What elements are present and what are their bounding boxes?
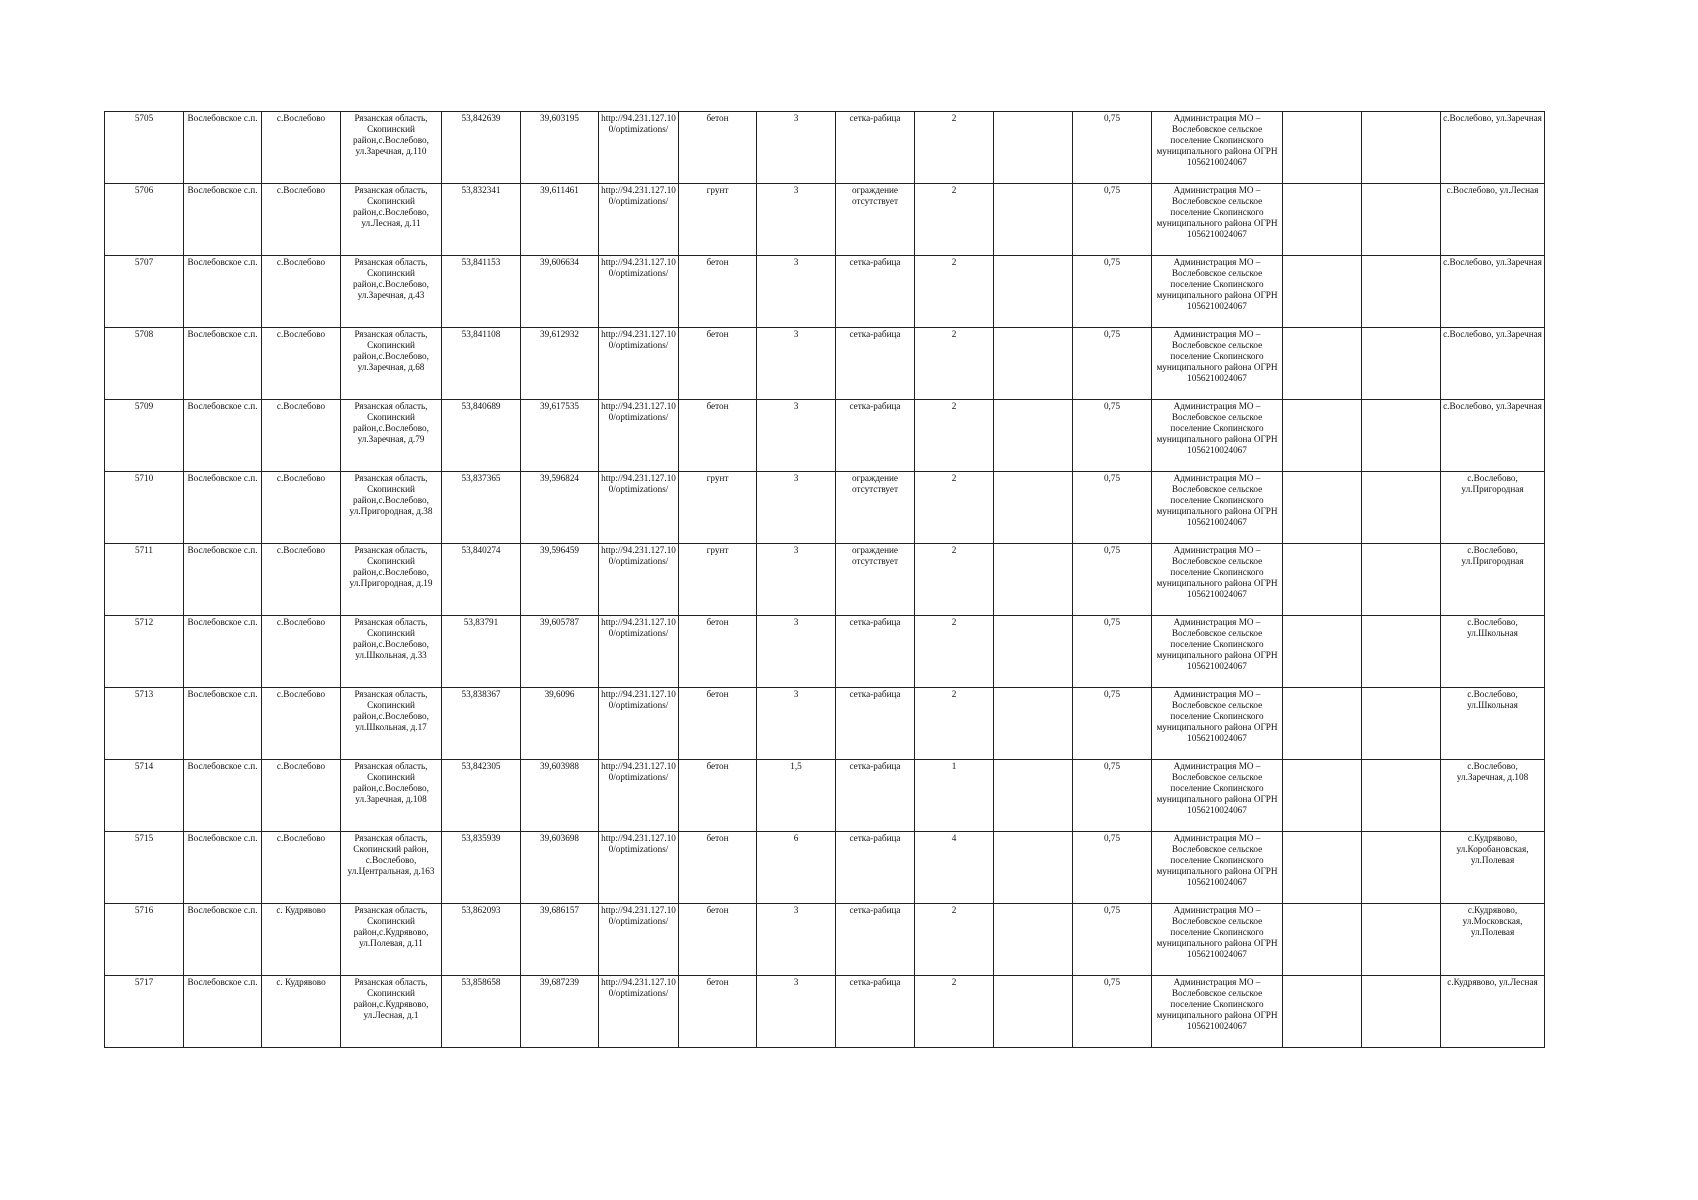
row-number-cell: 5714 xyxy=(105,760,184,832)
container-volume-cell: 0,75 xyxy=(1073,976,1152,1048)
longitude-cell: 39,617535 xyxy=(521,400,599,472)
locality-cell: с. Кудрявово xyxy=(262,976,341,1048)
address-cell: Рязанская область, Скопинский район,с.Кудрявово, ул.Полевая, д.11 xyxy=(341,904,442,976)
container-volume-cell: 0,75 xyxy=(1073,760,1152,832)
latitude-cell: 53,862093 xyxy=(442,904,521,976)
latitude-cell: 53,83791 xyxy=(442,616,521,688)
container-count-cell: 2 xyxy=(915,976,994,1048)
locality-cell: с.Вослебово xyxy=(262,832,341,904)
container-count-cell: 2 xyxy=(915,904,994,976)
map-link-cell[interactable]: http://94.231.127.100/optimizations/ xyxy=(599,760,679,832)
row-number-cell: 5717 xyxy=(105,976,184,1048)
empty-cell xyxy=(1283,328,1362,400)
table-row xyxy=(105,328,1545,400)
latitude-cell: 53,842639 xyxy=(442,112,521,184)
locality-cell: с.Вослебово xyxy=(262,400,341,472)
locality-cell: с.Вослебово xyxy=(262,760,341,832)
longitude-cell: 39,605787 xyxy=(521,616,599,688)
container-count-cell: 2 xyxy=(915,400,994,472)
area-cell: 3 xyxy=(757,472,836,544)
owner-cell: Администрация МО – Вослебовское сельское поселение Скопинского муниципального района ОГРН 1056210024067 xyxy=(1152,472,1283,544)
area-cell: 3 xyxy=(757,256,836,328)
empty-cell xyxy=(1283,904,1362,976)
waste-sources-cell: с.Кудрявово, ул.Московская, ул.Полевая xyxy=(1441,904,1545,976)
owner-cell: Администрация МО – Вослебовское сельское поселение Скопинского муниципального района ОГРН 1056210024067 xyxy=(1152,328,1283,400)
latitude-cell: 53,832341 xyxy=(442,184,521,256)
longitude-cell: 39,603698 xyxy=(521,832,599,904)
table-row xyxy=(105,688,1545,760)
row-number-cell: 5705 xyxy=(105,112,184,184)
map-link-cell[interactable]: http://94.231.127.100/optimizations/ xyxy=(599,112,679,184)
owner-cell: Администрация МО – Вослебовское сельское поселение Скопинского муниципального района ОГРН 1056210024067 xyxy=(1152,112,1283,184)
map-link-cell[interactable]: http://94.231.127.100/optimizations/ xyxy=(599,184,679,256)
container-count-cell: 4 xyxy=(915,832,994,904)
empty-cell xyxy=(1283,184,1362,256)
locality-cell: с.Вослебово xyxy=(262,256,341,328)
map-link-cell[interactable]: http://94.231.127.100/optimizations/ xyxy=(599,688,679,760)
map-link-cell[interactable]: http://94.231.127.100/optimizations/ xyxy=(599,544,679,616)
address-cell: Рязанская область, Скопинский район,с.Вослебово, ул.Лесная, д.11 xyxy=(341,184,442,256)
latitude-cell: 53,841108 xyxy=(442,328,521,400)
locality-cell: с.Вослебово xyxy=(262,688,341,760)
settlement-cell: Вослебовское с.п. xyxy=(184,256,262,328)
empty-cell xyxy=(994,688,1073,760)
fence-cell: сетка-рабица xyxy=(836,976,915,1048)
row-number-cell: 5707 xyxy=(105,256,184,328)
longitude-cell: 39,606634 xyxy=(521,256,599,328)
row-number-cell: 5715 xyxy=(105,832,184,904)
waste-sources-cell: с.Вослебово, ул.Заречная xyxy=(1441,256,1545,328)
table-row xyxy=(105,400,1545,472)
waste-sources-cell: с.Вослебово, ул.Лесная xyxy=(1441,184,1545,256)
settlement-cell: Вослебовское с.п. xyxy=(184,184,262,256)
registry-sheet xyxy=(104,111,1544,1048)
surface-cell: бетон xyxy=(679,976,757,1048)
map-link-cell[interactable]: http://94.231.127.100/optimizations/ xyxy=(599,328,679,400)
longitude-cell: 39,612932 xyxy=(521,328,599,400)
map-link-cell[interactable]: http://94.231.127.100/optimizations/ xyxy=(599,976,679,1048)
empty-cell xyxy=(1283,544,1362,616)
settlement-cell: Вослебовское с.п. xyxy=(184,472,262,544)
table-body xyxy=(105,112,1545,1048)
empty-cell xyxy=(1362,832,1441,904)
container-volume-cell: 0,75 xyxy=(1073,688,1152,760)
table-row xyxy=(105,256,1545,328)
area-cell: 3 xyxy=(757,616,836,688)
row-number-cell: 5706 xyxy=(105,184,184,256)
surface-cell: бетон xyxy=(679,256,757,328)
longitude-cell: 39,596824 xyxy=(521,472,599,544)
locality-cell: с.Вослебово xyxy=(262,472,341,544)
settlement-cell: Вослебовское с.п. xyxy=(184,400,262,472)
container-count-cell: 2 xyxy=(915,544,994,616)
fence-cell: сетка-рабица xyxy=(836,256,915,328)
fence-cell: сетка-рабица xyxy=(836,328,915,400)
surface-cell: бетон xyxy=(679,688,757,760)
waste-sources-cell: с.Вослебово, ул.Заречная xyxy=(1441,328,1545,400)
surface-cell: бетон xyxy=(679,616,757,688)
owner-cell: Администрация МО – Вослебовское сельское поселение Скопинского муниципального района ОГРН 1056210024067 xyxy=(1152,832,1283,904)
empty-cell xyxy=(1362,976,1441,1048)
settlement-cell: Вослебовское с.п. xyxy=(184,832,262,904)
longitude-cell: 39,611461 xyxy=(521,184,599,256)
container-volume-cell: 0,75 xyxy=(1073,112,1152,184)
address-cell: Рязанская область, Скопинский район,с.Вослебово, ул.Школьная, д.33 xyxy=(341,616,442,688)
container-count-cell: 2 xyxy=(915,184,994,256)
address-cell: Рязанская область, Скопинский район,с.Вослебово, ул.Заречная, д.43 xyxy=(341,256,442,328)
owner-cell: Администрация МО – Вослебовское сельское поселение Скопинского муниципального района ОГРН 1056210024067 xyxy=(1152,688,1283,760)
empty-cell xyxy=(1283,472,1362,544)
empty-cell xyxy=(1362,400,1441,472)
empty-cell xyxy=(1362,184,1441,256)
empty-cell xyxy=(1362,112,1441,184)
area-cell: 3 xyxy=(757,328,836,400)
owner-cell: Администрация МО – Вослебовское сельское поселение Скопинского муниципального района ОГРН 1056210024067 xyxy=(1152,256,1283,328)
map-link-cell[interactable]: http://94.231.127.100/optimizations/ xyxy=(599,256,679,328)
empty-cell xyxy=(994,400,1073,472)
address-cell: Рязанская область, Скопинский район,с.Вослебово, ул.Заречная, д.79 xyxy=(341,400,442,472)
surface-cell: бетон xyxy=(679,760,757,832)
empty-cell xyxy=(1362,760,1441,832)
area-cell: 6 xyxy=(757,832,836,904)
empty-cell xyxy=(994,832,1073,904)
longitude-cell: 39,6096 xyxy=(521,688,599,760)
row-number-cell: 5708 xyxy=(105,328,184,400)
surface-cell: грунт xyxy=(679,184,757,256)
area-cell: 3 xyxy=(757,688,836,760)
latitude-cell: 53,838367 xyxy=(442,688,521,760)
table-row xyxy=(105,616,1545,688)
row-number-cell: 5713 xyxy=(105,688,184,760)
empty-cell xyxy=(1283,616,1362,688)
empty-cell xyxy=(1362,616,1441,688)
container-count-cell: 2 xyxy=(915,112,994,184)
empty-cell xyxy=(1362,904,1441,976)
latitude-cell: 53,842305 xyxy=(442,760,521,832)
address-cell: Рязанская область, Скопинский район, с.Вослебово, ул.Центральная, д.163 xyxy=(341,832,442,904)
surface-cell: бетон xyxy=(679,832,757,904)
longitude-cell: 39,687239 xyxy=(521,976,599,1048)
empty-cell xyxy=(1362,544,1441,616)
empty-cell xyxy=(1283,112,1362,184)
settlement-cell: Вослебовское с.п. xyxy=(184,112,262,184)
container-volume-cell: 0,75 xyxy=(1073,616,1152,688)
area-cell: 3 xyxy=(757,112,836,184)
container-volume-cell: 0,75 xyxy=(1073,256,1152,328)
fence-cell: сетка-рабица xyxy=(836,112,915,184)
map-link-cell[interactable]: http://94.231.127.100/optimizations/ xyxy=(599,472,679,544)
empty-cell xyxy=(994,760,1073,832)
address-cell: Рязанская область, Скопинский район,с.Вослебово, ул.Заречная, д.108 xyxy=(341,760,442,832)
surface-cell: бетон xyxy=(679,112,757,184)
empty-cell xyxy=(1283,256,1362,328)
settlement-cell: Вослебовское с.п. xyxy=(184,616,262,688)
address-cell: Рязанская область, Скопинский район,с.Вослебово, ул.Заречная, д.110 xyxy=(341,112,442,184)
locality-cell: с.Вослебово xyxy=(262,112,341,184)
latitude-cell: 53,835939 xyxy=(442,832,521,904)
empty-cell xyxy=(1362,472,1441,544)
container-count-cell: 2 xyxy=(915,616,994,688)
container-sites-table xyxy=(104,111,1545,1048)
table-row xyxy=(105,904,1545,976)
locality-cell: с. Кудрявово xyxy=(262,904,341,976)
settlement-cell: Вослебовское с.п. xyxy=(184,760,262,832)
owner-cell: Администрация МО – Вослебовское сельское поселение Скопинского муниципального района ОГРН 1056210024067 xyxy=(1152,760,1283,832)
waste-sources-cell: с.Кудрявово, ул.Лесная xyxy=(1441,976,1545,1048)
surface-cell: бетон xyxy=(679,904,757,976)
empty-cell xyxy=(994,112,1073,184)
empty-cell xyxy=(1283,760,1362,832)
latitude-cell: 53,858658 xyxy=(442,976,521,1048)
waste-sources-cell: с.Вослебово, ул.Школьная xyxy=(1441,616,1545,688)
latitude-cell: 53,837365 xyxy=(442,472,521,544)
longitude-cell: 39,686157 xyxy=(521,904,599,976)
map-link-cell[interactable]: http://94.231.127.100/optimizations/ xyxy=(599,400,679,472)
fence-cell: сетка-рабица xyxy=(836,832,915,904)
latitude-cell: 53,840274 xyxy=(442,544,521,616)
address-cell: Рязанская область, Скопинский район,с.Вослебово, ул.Школьная, д.17 xyxy=(341,688,442,760)
map-link-cell[interactable]: http://94.231.127.100/optimizations/ xyxy=(599,832,679,904)
owner-cell: Администрация МО – Вослебовское сельское поселение Скопинского муниципального района ОГРН 1056210024067 xyxy=(1152,976,1283,1048)
locality-cell: с.Вослебово xyxy=(262,184,341,256)
map-link-cell[interactable]: http://94.231.127.100/optimizations/ xyxy=(599,904,679,976)
settlement-cell: Вослебовское с.п. xyxy=(184,904,262,976)
latitude-cell: 53,840689 xyxy=(442,400,521,472)
settlement-cell: Вослебовское с.п. xyxy=(184,976,262,1048)
empty-cell xyxy=(994,256,1073,328)
empty-cell xyxy=(994,544,1073,616)
waste-sources-cell: с.Вослебово, ул.Пригородная xyxy=(1441,472,1545,544)
empty-cell xyxy=(1283,832,1362,904)
table-row xyxy=(105,112,1545,184)
waste-sources-cell: с.Вослебово, ул.Заречная, д.108 xyxy=(1441,760,1545,832)
container-volume-cell: 0,75 xyxy=(1073,328,1152,400)
area-cell: 3 xyxy=(757,184,836,256)
surface-cell: грунт xyxy=(679,472,757,544)
owner-cell: Администрация МО – Вослебовское сельское поселение Скопинского муниципального района ОГРН 1056210024067 xyxy=(1152,544,1283,616)
locality-cell: с.Вослебово xyxy=(262,328,341,400)
longitude-cell: 39,603195 xyxy=(521,112,599,184)
map-link-cell[interactable]: http://94.231.127.100/optimizations/ xyxy=(599,616,679,688)
fence-cell: ограждение отсутствует xyxy=(836,544,915,616)
locality-cell: с.Вослебово xyxy=(262,616,341,688)
fence-cell: сетка-рабица xyxy=(836,688,915,760)
area-cell: 3 xyxy=(757,976,836,1048)
surface-cell: грунт xyxy=(679,544,757,616)
settlement-cell: Вослебовское с.п. xyxy=(184,688,262,760)
container-volume-cell: 0,75 xyxy=(1073,904,1152,976)
surface-cell: бетон xyxy=(679,328,757,400)
area-cell: 3 xyxy=(757,400,836,472)
fence-cell: ограждение отсутствует xyxy=(836,184,915,256)
container-volume-cell: 0,75 xyxy=(1073,472,1152,544)
table-row xyxy=(105,472,1545,544)
table-row xyxy=(105,976,1545,1048)
waste-sources-cell: с.Вослебово, ул.Заречная xyxy=(1441,400,1545,472)
container-volume-cell: 0,75 xyxy=(1073,544,1152,616)
table-row xyxy=(105,184,1545,256)
empty-cell xyxy=(1362,688,1441,760)
locality-cell: с.Вослебово xyxy=(262,544,341,616)
area-cell: 1,5 xyxy=(757,760,836,832)
area-cell: 3 xyxy=(757,904,836,976)
empty-cell xyxy=(994,616,1073,688)
container-count-cell: 2 xyxy=(915,472,994,544)
owner-cell: Администрация МО – Вослебовское сельское поселение Скопинского муниципального района ОГРН 1056210024067 xyxy=(1152,400,1283,472)
empty-cell xyxy=(994,904,1073,976)
latitude-cell: 53,841153 xyxy=(442,256,521,328)
empty-cell xyxy=(994,184,1073,256)
container-count-cell: 2 xyxy=(915,256,994,328)
waste-sources-cell: с.Вослебово, ул.Пригородная xyxy=(1441,544,1545,616)
fence-cell: ограждение отсутствует xyxy=(836,472,915,544)
row-number-cell: 5710 xyxy=(105,472,184,544)
settlement-cell: Вослебовское с.п. xyxy=(184,544,262,616)
address-cell: Рязанская область, Скопинский район,с.Вослебово, ул.Пригородная, д.19 xyxy=(341,544,442,616)
container-count-cell: 2 xyxy=(915,328,994,400)
waste-sources-cell: с.Вослебово, ул.Заречная xyxy=(1441,112,1545,184)
empty-cell xyxy=(1362,328,1441,400)
table-row xyxy=(105,760,1545,832)
container-volume-cell: 0,75 xyxy=(1073,832,1152,904)
empty-cell xyxy=(1283,400,1362,472)
row-number-cell: 5712 xyxy=(105,616,184,688)
empty-cell xyxy=(994,976,1073,1048)
fence-cell: сетка-рабица xyxy=(836,616,915,688)
longitude-cell: 39,596459 xyxy=(521,544,599,616)
empty-cell xyxy=(994,472,1073,544)
longitude-cell: 39,603988 xyxy=(521,760,599,832)
empty-cell xyxy=(994,328,1073,400)
empty-cell xyxy=(1283,688,1362,760)
empty-cell xyxy=(1362,256,1441,328)
owner-cell: Администрация МО – Вослебовское сельское поселение Скопинского муниципального района ОГРН 1056210024067 xyxy=(1152,184,1283,256)
surface-cell: бетон xyxy=(679,400,757,472)
empty-cell xyxy=(1283,976,1362,1048)
row-number-cell: 5711 xyxy=(105,544,184,616)
table-row xyxy=(105,544,1545,616)
container-count-cell: 1 xyxy=(915,760,994,832)
container-volume-cell: 0,75 xyxy=(1073,184,1152,256)
address-cell: Рязанская область, Скопинский район,с.Вослебово, ул.Заречная, д.68 xyxy=(341,328,442,400)
fence-cell: сетка-рабица xyxy=(836,904,915,976)
area-cell: 3 xyxy=(757,544,836,616)
row-number-cell: 5716 xyxy=(105,904,184,976)
waste-sources-cell: с.Кудрявово, ул.Коробановская, ул.Полевая xyxy=(1441,832,1545,904)
owner-cell: Администрация МО – Вослебовское сельское поселение Скопинского муниципального района ОГРН 1056210024067 xyxy=(1152,904,1283,976)
waste-sources-cell: с.Вослебово, ул.Школьная xyxy=(1441,688,1545,760)
table-row xyxy=(105,832,1545,904)
container-count-cell: 2 xyxy=(915,688,994,760)
fence-cell: сетка-рабица xyxy=(836,760,915,832)
container-volume-cell: 0,75 xyxy=(1073,400,1152,472)
fence-cell: сетка-рабица xyxy=(836,400,915,472)
row-number-cell: 5709 xyxy=(105,400,184,472)
address-cell: Рязанская область, Скопинский район,с.Кудрявово, ул.Лесная, д.1 xyxy=(341,976,442,1048)
owner-cell: Администрация МО – Вослебовское сельское поселение Скопинского муниципального района ОГРН 1056210024067 xyxy=(1152,616,1283,688)
address-cell: Рязанская область, Скопинский район,с.Вослебово, ул.Пригородная, д.38 xyxy=(341,472,442,544)
settlement-cell: Вослебовское с.п. xyxy=(184,328,262,400)
